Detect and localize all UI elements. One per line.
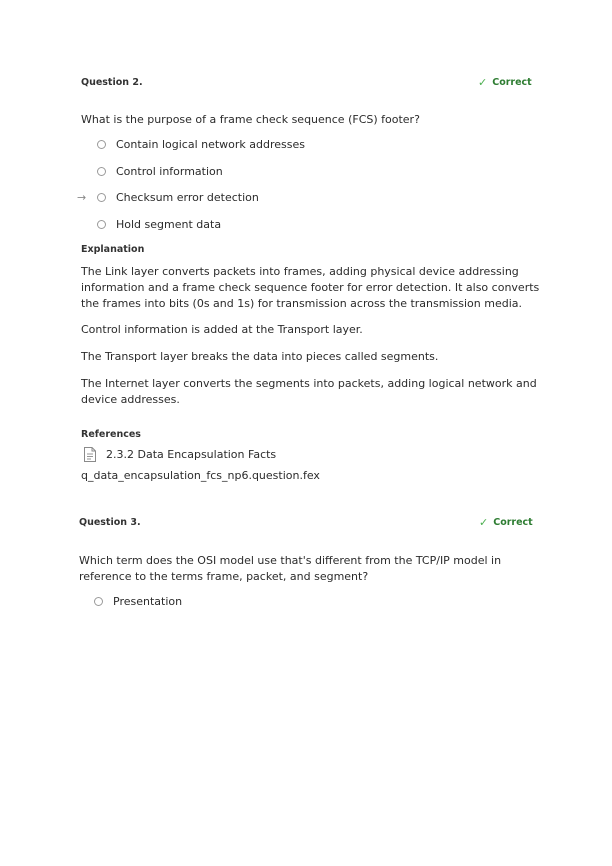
option-label: Checksum error detection — [116, 191, 259, 204]
check-icon: ✓ — [479, 516, 489, 529]
option-label: Presentation — [113, 595, 183, 608]
question-3-status-label: Correct — [493, 517, 533, 528]
radio-button[interactable] — [97, 220, 106, 229]
radio-button[interactable] — [97, 167, 106, 176]
option-label: Contain logical network addresses — [116, 138, 306, 151]
reference-title[interactable]: 2.3.2 Data Encapsulation Facts — [106, 448, 277, 461]
radio-button[interactable] — [97, 193, 106, 202]
check-icon: ✓ — [478, 76, 488, 89]
question-2-number: Question 2. — [81, 77, 143, 88]
question-2-status-label: Correct — [492, 77, 532, 88]
explanation-paragraph-4: The Internet layer converts the segments into packets, adding logical network and device addresses. — [81, 377, 537, 406]
references-heading: References — [81, 429, 141, 440]
explanation-paragraph-3: The Transport layer breaks the data into pieces called segments. — [81, 350, 439, 363]
document-icon — [84, 447, 96, 462]
explanation-paragraph-2: Control information is added at the Transport layer. — [81, 323, 363, 336]
question-2-option-4[interactable] — [97, 218, 221, 231]
option-label: Hold segment data — [116, 218, 222, 231]
question-3-number: Question 3. — [79, 517, 141, 528]
question-3-status — [479, 516, 533, 529]
question-2-text: What is the purpose of a frame check sequence (FCS) footer? — [81, 113, 420, 126]
explanation-heading: Explanation — [81, 244, 145, 255]
arrow-right-icon: → — [77, 191, 87, 204]
radio-button[interactable] — [97, 140, 106, 149]
question-2-option-2[interactable] — [97, 165, 223, 178]
question-3-text: Which term does the OSI model use that's different from the TCP/IP model in reference to the terms frame, packet, and segment? — [79, 554, 502, 583]
question-3-option-1[interactable] — [94, 595, 182, 608]
reference-file: q_data_encapsulation_fcs_np6.question.fex — [81, 469, 320, 482]
question-2-option-1[interactable] — [97, 138, 305, 151]
option-label: Control information — [116, 165, 223, 178]
question-2-status — [478, 76, 532, 89]
explanation-paragraph-1: The Link layer converts packets into frames, adding physical device addressing information and a frame check sequence footer for error detection. It also converts the frames into bits (0s and 1s) for transmission across the transmission media. — [81, 265, 540, 310]
question-2-option-3[interactable] — [77, 191, 259, 204]
radio-button[interactable] — [94, 597, 103, 606]
reference-link[interactable] — [84, 447, 276, 462]
